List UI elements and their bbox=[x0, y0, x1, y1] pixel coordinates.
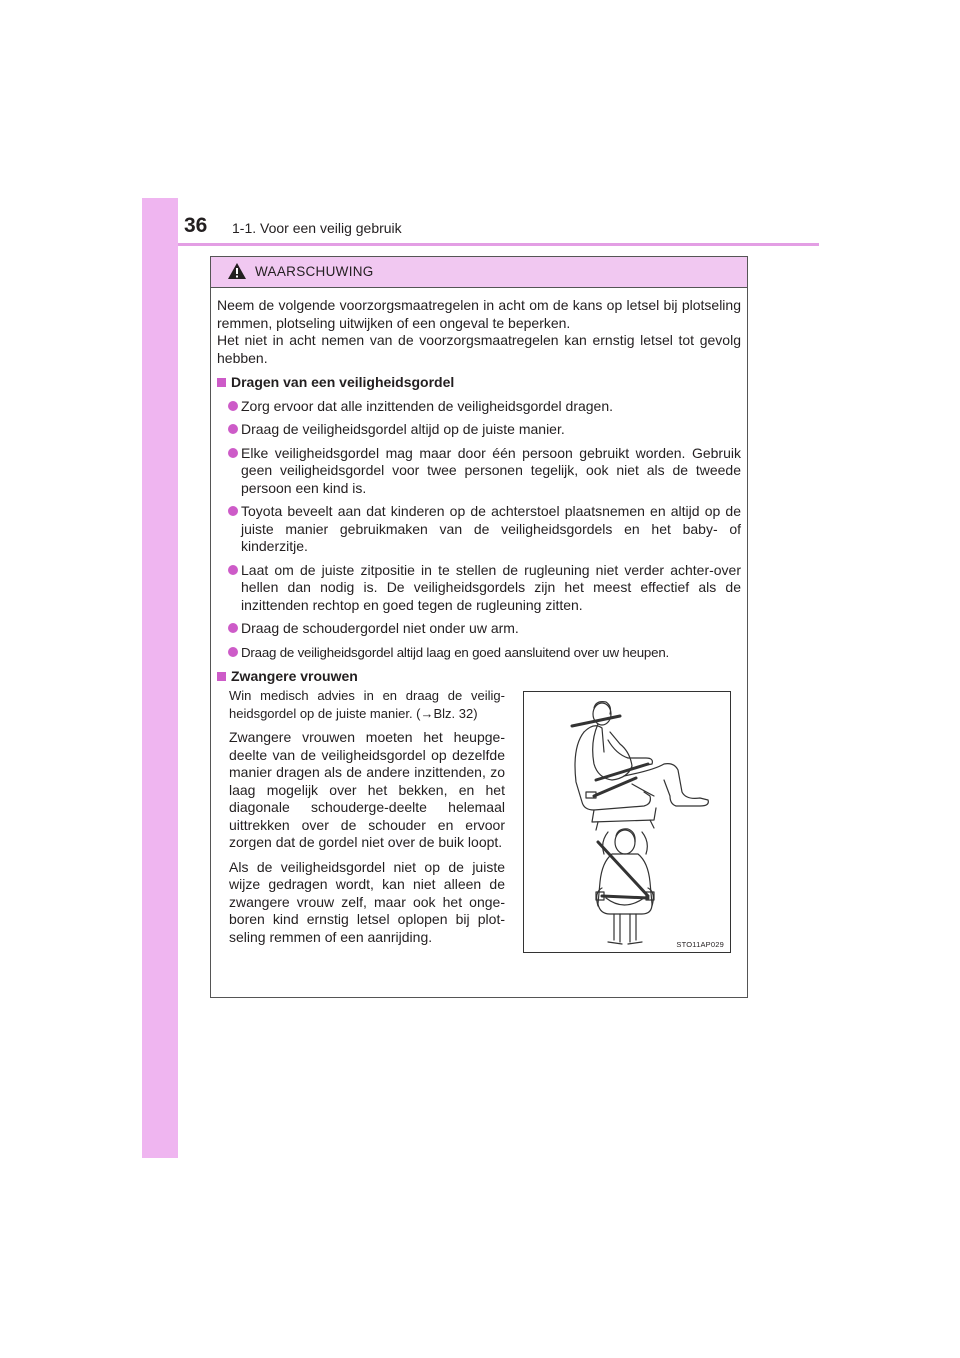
warning-header bbox=[211, 257, 747, 288]
round-bullet-icon bbox=[228, 401, 238, 411]
pregnant-seatbelt-illustration bbox=[523, 691, 731, 953]
warning-triangle-icon bbox=[227, 262, 247, 280]
figure-code: STO11AP029 bbox=[676, 940, 724, 949]
pregnancy-lap-belt: Zwangere vrouwen moeten het heupge-deelte van de veiligheidsgordel op dezelfde manier dragen als de andere inzittenden, zo laag mogelijk over het bekken, en het diagonale schouderge-deelte helemaal uittrekken over de schouder en ervoor zorgen dat de gordel niet over de buik loopt. bbox=[229, 729, 505, 850]
round-bullet-icon bbox=[228, 647, 238, 657]
round-bullet-icon bbox=[228, 424, 238, 434]
seatbelt-figure-drawing bbox=[524, 692, 730, 952]
header-divider bbox=[178, 243, 819, 246]
list-item: Zorg ervoor dat alle inzittenden de veiligheidsgordel dragen. bbox=[217, 398, 741, 416]
round-bullet-icon bbox=[228, 506, 238, 516]
pregnancy-risk: Als de veiligheidsgordel niet op de juiste wijze gedragen wordt, kan niet alleen de zwangere vrouw zelf, maar ook het onge-boren kind ernstig letsel oplopen bij plot-seling remmen of een aanrijding. bbox=[229, 858, 505, 945]
warning-consequence: Het niet in acht nemen van de voorzorgsmaatregelen kan ernstig letsel tot gevolg hebben. bbox=[217, 332, 741, 366]
square-bullet-icon bbox=[217, 672, 226, 681]
warning-content bbox=[217, 297, 741, 686]
list-item: Draag de veiligheidsgordel altijd op de juiste manier. bbox=[217, 421, 741, 439]
round-bullet-icon bbox=[228, 448, 238, 458]
chapter-sidebar-tab bbox=[142, 198, 178, 1158]
list-item: Elke veiligheidsgordel mag maar door één persoon gebruikt worden. Gebruik geen veiligheidsgordel voor twee personen tegelijk, ook niet als de tweede persoon een kind is. bbox=[217, 445, 741, 498]
square-bullet-icon bbox=[217, 378, 226, 387]
warning-title: WAARSCHUWING bbox=[255, 264, 374, 279]
warning-intro: Neem de volgende voorzorgsmaatregelen in acht om de kans op letsel bij plotseling remmen, plotseling uitwijken of een ongeval te beperken. bbox=[217, 297, 741, 331]
list-item: Draag de schoudergordel niet onder uw arm. bbox=[217, 620, 741, 638]
pregnancy-advice: Win medisch advies in en draag de veilig-heidsgordel op de juiste manier. (→Blz. 32) bbox=[229, 688, 505, 721]
pregnancy-text bbox=[229, 687, 505, 953]
list-item: Draag de veiligheidsgordel altijd laag en goed aansluitend over uw heupen. bbox=[217, 644, 741, 662]
list-item: Laat om de juiste zitpositie in te stellen de rugleuning niet verder achter-over hellen dan nodig is. De veiligheidsgordels zijn het meest effectief als de inzittenden rechtop en goed tegen de rugleuning zitten. bbox=[217, 562, 741, 615]
list-item: Toyota beveelt aan dat kinderen op de achterstoel plaatsnemen en altijd op de juiste manier gebruikmaken van de veiligheidsgordels en het baby- of kinderzitje. bbox=[217, 503, 741, 556]
section-title: 1-1. Voor een veilig gebruik bbox=[232, 220, 402, 236]
warning-box bbox=[210, 256, 748, 998]
section-heading-pregnant: Zwangere vrouwen bbox=[217, 668, 741, 686]
round-bullet-icon bbox=[228, 565, 238, 575]
section-heading-seatbelt: Dragen van een veiligheidsgordel bbox=[217, 374, 741, 392]
round-bullet-icon bbox=[228, 623, 238, 633]
page-number: 36 bbox=[184, 214, 208, 237]
